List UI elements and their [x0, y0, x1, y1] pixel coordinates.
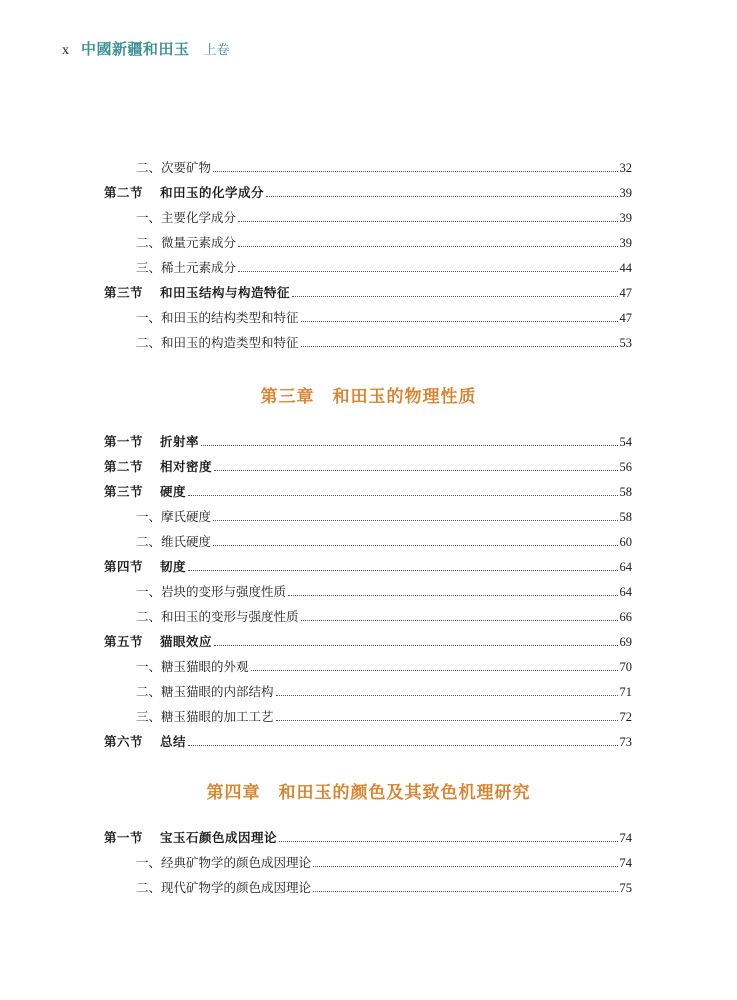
section-number: 第六节	[104, 734, 144, 749]
section-number: 第二节	[104, 459, 144, 474]
toc-section-entry[interactable]	[104, 730, 632, 750]
section-title: 相对密度	[160, 459, 213, 474]
dot-leader	[214, 470, 617, 471]
section-title: 猫眼效应	[160, 634, 213, 649]
toc-entry-title: 二、维氏硬度	[136, 534, 212, 549]
toc-entry-page: 70	[619, 660, 632, 674]
toc-entry-title: 二、和田玉的构造类型和特征	[136, 335, 299, 350]
dot-leader	[313, 866, 617, 867]
toc-entry-page: 58	[619, 510, 632, 524]
toc-section-label	[104, 285, 290, 301]
toc-entry-title: 一、岩块的变形与强度性质	[136, 584, 287, 599]
section-number: 第三节	[104, 484, 144, 499]
toc-entry-title: 二、和田玉的变形与强度性质	[136, 609, 299, 624]
toc-entry-page: 74	[619, 856, 632, 870]
dot-leader	[238, 246, 617, 247]
toc-section-label	[104, 434, 199, 450]
toc-entry[interactable]	[136, 605, 632, 625]
toc-entry[interactable]	[136, 156, 632, 176]
dot-leader	[251, 670, 618, 671]
toc-entry-page: 32	[619, 161, 632, 175]
dot-leader	[238, 221, 617, 222]
toc-entry-page: 72	[619, 710, 632, 724]
toc-entry-title: 二、微量元素成分	[136, 235, 237, 250]
toc-entry-title: 二、现代矿物学的颜色成因理论	[136, 880, 312, 895]
toc-entry-title: 三、稀土元素成分	[136, 260, 237, 275]
toc-entry-page: 71	[619, 685, 632, 699]
section-number: 第五节	[104, 634, 144, 649]
dot-leader	[301, 346, 618, 347]
toc-entry[interactable]	[136, 705, 632, 725]
toc-entry[interactable]	[136, 680, 632, 700]
toc-entry[interactable]	[136, 580, 632, 600]
dot-leader	[238, 271, 617, 272]
toc-entry-title: 二、糖玉猫眼的内部结构	[136, 684, 274, 699]
toc-entry-page: 73	[619, 735, 632, 749]
toc-entry-page: 39	[619, 211, 632, 225]
toc-entry-title: 一、经典矿物学的颜色成因理论	[136, 855, 312, 870]
toc-section-label	[104, 634, 212, 650]
dot-leader	[276, 720, 618, 721]
toc-section-entry[interactable]	[104, 826, 632, 846]
dot-leader	[313, 891, 617, 892]
toc-section-entry[interactable]	[104, 281, 632, 301]
toc-entry-title: 一、摩氏硬度	[136, 509, 212, 524]
toc-entry-title: 一、和田玉的结构类型和特征	[136, 310, 299, 325]
dot-leader	[276, 695, 618, 696]
toc-entry[interactable]	[136, 530, 632, 550]
toc-entry-page: 44	[619, 261, 632, 275]
dot-leader	[279, 841, 617, 842]
chapter-4-heading[interactable]: 第四章 和田玉的颜色及其致色机理研究	[206, 783, 531, 803]
toc-section-label	[104, 734, 186, 750]
toc-section-label	[104, 185, 264, 201]
section-number: 第一节	[104, 434, 144, 449]
toc-entry[interactable]	[136, 231, 632, 251]
section-title: 和田玉结构与构造特征	[160, 285, 291, 300]
dot-leader	[213, 520, 617, 521]
toc-section-label	[104, 830, 277, 846]
section-number: 第三节	[104, 285, 144, 300]
dot-leader	[188, 745, 617, 746]
section-title: 和田玉的化学成分	[160, 185, 265, 200]
section-title: 宝玉石颜色成因理论	[160, 830, 278, 845]
toc-entry-page: 64	[619, 560, 632, 574]
page-header	[62, 38, 230, 59]
dot-leader	[188, 495, 617, 496]
dot-leader	[188, 570, 617, 571]
toc-entry-title: 一、主要化学成分	[136, 210, 237, 225]
section-title: 总结	[160, 734, 187, 749]
toc-section-entry[interactable]	[104, 430, 632, 450]
dot-leader	[214, 645, 617, 646]
toc-entry-page: 54	[619, 435, 632, 449]
page-number: x	[62, 43, 69, 58]
toc-section-entry[interactable]	[104, 480, 632, 500]
section-title: 折射率	[160, 434, 200, 449]
book-volume: 上卷	[203, 43, 230, 58]
toc-entry[interactable]	[136, 655, 632, 675]
dot-leader	[213, 171, 617, 172]
toc-entry-page: 60	[619, 535, 632, 549]
toc-entry-title: 二、次要矿物	[136, 160, 212, 175]
toc-entry[interactable]	[136, 876, 632, 896]
section-title: 硬度	[160, 484, 187, 499]
toc-section-label	[104, 484, 186, 500]
toc-entry[interactable]	[136, 206, 632, 226]
toc-entry[interactable]	[136, 505, 632, 525]
toc-section-label	[104, 559, 186, 575]
toc-section-entry[interactable]	[104, 181, 632, 201]
toc-entry[interactable]	[136, 851, 632, 871]
dot-leader	[213, 545, 617, 546]
toc-entry-page: 39	[619, 186, 632, 200]
toc-entry-page: 58	[619, 485, 632, 499]
dot-leader	[266, 196, 617, 197]
toc-entry-page: 66	[619, 610, 632, 624]
toc-entry-page: 75	[619, 881, 632, 895]
toc-section-entry[interactable]	[104, 630, 632, 650]
toc-entry-page: 74	[619, 831, 632, 845]
toc-entry-page: 47	[619, 286, 632, 300]
book-title: 中國新疆和田玉	[81, 40, 190, 58]
toc-entry-page: 53	[619, 336, 632, 350]
dot-leader	[292, 296, 617, 297]
toc-entry-page: 47	[619, 311, 632, 325]
toc-section-entry[interactable]	[104, 555, 632, 575]
section-number: 第一节	[104, 830, 144, 845]
toc-entry[interactable]	[136, 306, 632, 326]
toc-entry-page: 64	[619, 585, 632, 599]
toc-entry[interactable]	[136, 331, 632, 351]
toc-entry-page: 56	[619, 460, 632, 474]
toc-entry-page: 39	[619, 236, 632, 250]
dot-leader	[201, 445, 617, 446]
toc-section-label	[104, 459, 212, 475]
section-number: 第二节	[104, 185, 144, 200]
dot-leader	[301, 321, 618, 322]
toc-entry-title: 一、糖玉猫眼的外观	[136, 659, 249, 674]
dot-leader	[288, 595, 617, 596]
toc-entry-page: 69	[619, 635, 632, 649]
chapter-3-heading[interactable]: 第三章 和田玉的物理性质	[260, 387, 477, 407]
section-title: 韧度	[160, 559, 187, 574]
toc-section-entry[interactable]	[104, 455, 632, 475]
toc-entry[interactable]	[136, 256, 632, 276]
dot-leader	[301, 620, 618, 621]
toc-entry-title: 三、糖玉猫眼的加工工艺	[136, 709, 274, 724]
section-number: 第四节	[104, 559, 144, 574]
